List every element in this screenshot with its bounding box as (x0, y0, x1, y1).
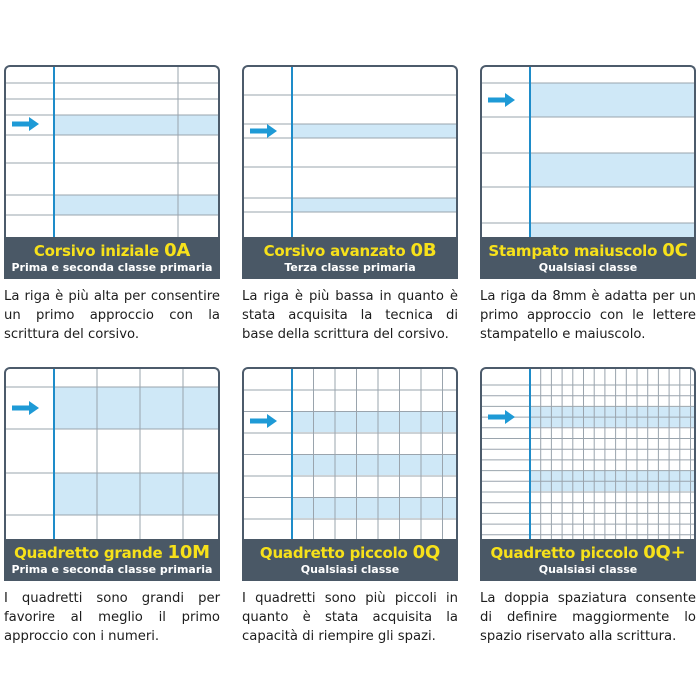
card-label (242, 539, 458, 581)
highlight-band (54, 115, 218, 135)
card-description: I quadretti sono più piccoli in quanto è stata acquisita la capacità di riempire gli spazi. (242, 591, 458, 644)
arrow-right-icon (250, 414, 277, 428)
card-code: 0B (410, 240, 437, 261)
card-quadretto-piccolo-plus (480, 367, 696, 646)
ruling-pattern (244, 67, 456, 237)
card-code: 0A (164, 240, 191, 261)
card-title: Quadretto piccolo (259, 544, 408, 562)
card-subtitle: Prima e seconda classe primaria (11, 261, 213, 274)
card-quadretto-piccolo (242, 367, 458, 646)
ruling-pattern (6, 369, 218, 539)
paper-preview (242, 367, 458, 539)
card-subtitle: Qualsiasi classe (538, 261, 638, 274)
ruling-pattern (482, 369, 694, 539)
paper-preview (480, 367, 696, 539)
highlight-band (530, 223, 694, 237)
paper-preview (4, 367, 220, 539)
highlight-band (54, 195, 218, 215)
card-description: La riga è più alta per consentire un primo approccio con la scrittura del corsivo. (4, 289, 220, 342)
card-title: Quadretto piccolo (490, 544, 639, 562)
highlight-band (292, 198, 456, 212)
card-code: 0Q (412, 542, 441, 563)
card-label (4, 237, 220, 279)
card-corsivo-iniziale (4, 65, 220, 344)
arrow-right-icon (12, 401, 39, 415)
ruling-pattern (6, 67, 218, 237)
card-label (480, 539, 696, 581)
card-code: 0C (662, 240, 688, 261)
card-title: Corsivo avanzato (263, 242, 406, 260)
paper-preview (4, 65, 220, 237)
card-quadretto-grande (4, 367, 220, 646)
highlight-band (292, 497, 456, 518)
card-code: 0Q+ (643, 542, 686, 563)
card-corsivo-avanzato (242, 65, 458, 344)
card-label (480, 237, 696, 279)
highlight-band (54, 473, 218, 515)
card-subtitle: Terza classe primaria (284, 261, 416, 274)
card-stampato-maiuscolo (480, 65, 696, 344)
highlight-band (530, 153, 694, 187)
card-label (242, 237, 458, 279)
card-title: Corsivo iniziale (33, 242, 160, 260)
highlight-band (292, 411, 456, 432)
highlight-band (530, 83, 694, 117)
card-title: Stampato maiuscolo (488, 242, 658, 260)
highlight-band (292, 454, 456, 475)
paper-preview (242, 65, 458, 237)
arrow-right-icon (488, 410, 515, 424)
card-description: La doppia spaziatura consente di definire maggiormente lo spazio riservato alla scrittura. (480, 591, 696, 644)
card-title: Quadretto grande (14, 544, 163, 562)
ruling-pattern (244, 369, 456, 539)
card-description: I quadretti sono grandi per favorire al meglio il primo approccio con i numeri. (4, 591, 220, 644)
card-subtitle: Prima e seconda classe primaria (11, 563, 213, 576)
ruling-pattern (482, 67, 694, 237)
highlight-band (54, 387, 218, 429)
highlight-band (292, 124, 456, 138)
card-subtitle: Qualsiasi classe (300, 563, 400, 576)
card-description: La riga è più bassa in quanto è stata acquisita la tecnica di base della scrittura del corsivo. (242, 289, 458, 342)
card-label (4, 539, 220, 581)
arrow-right-icon (488, 93, 515, 107)
arrow-right-icon (12, 117, 39, 131)
arrow-right-icon (250, 124, 277, 138)
card-description: La riga da 8mm è adatta per un primo approccio con le lettere stampatello e maiuscolo. (480, 289, 696, 342)
card-subtitle: Qualsiasi classe (538, 563, 638, 576)
card-code: 10M (167, 542, 210, 563)
paper-preview (480, 65, 696, 237)
